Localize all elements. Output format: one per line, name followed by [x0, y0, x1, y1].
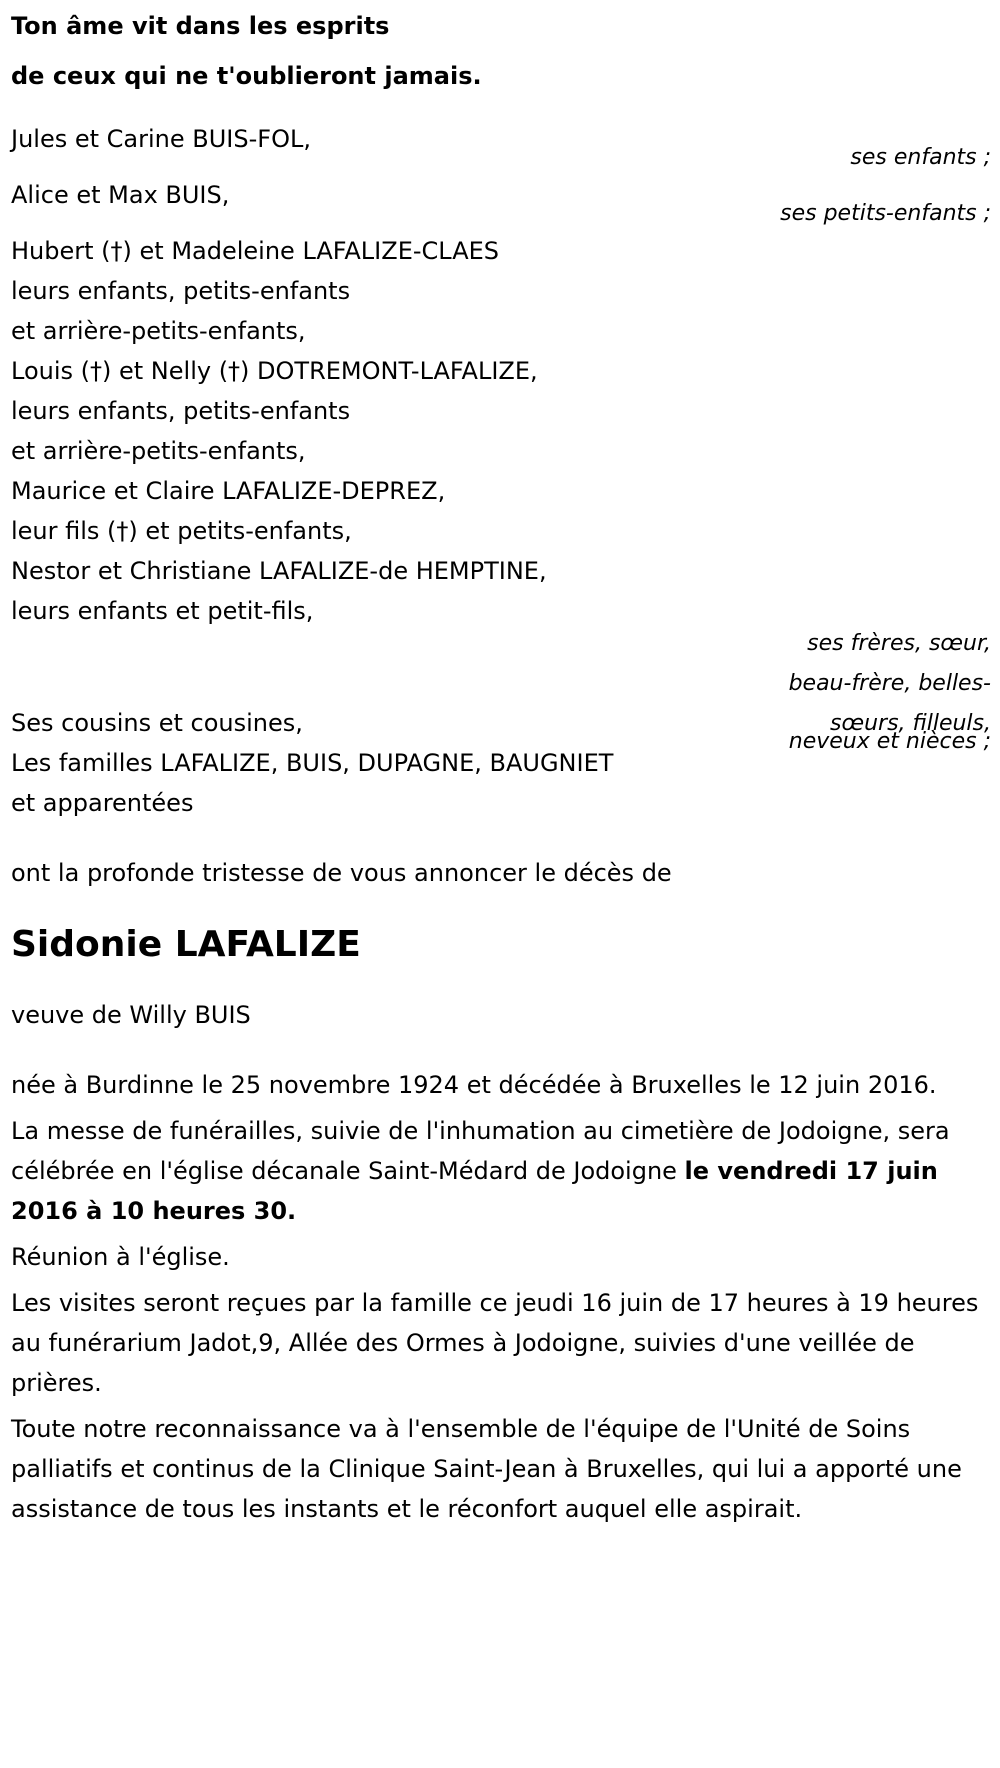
sibling-line: leurs enfants, petits-enfants	[11, 397, 351, 425]
visits-info: Les visites seront reçues par la famille ce jeudi 16 juin de 17 heures à 19 heures au funérarium Jadot,9, Allée des Ormes à Jodoigne, suivies d'une veillée de prières.	[11, 1289, 979, 1397]
sibling-line: leurs enfants et petit-fils,	[11, 597, 314, 625]
epitaph	[11, 1, 991, 101]
siblings-role-line: neveux et nièces ;	[788, 729, 991, 754]
sibling-line: et arrière-petits-enfants,	[11, 437, 306, 465]
meeting-note: Réunion à l'église.	[11, 1243, 230, 1271]
epitaph-line-1: Ton âme vit dans les esprits	[11, 12, 390, 40]
obituary-page	[11, 0, 991, 1529]
deceased-name: Sidonie LAFALIZE	[11, 924, 361, 965]
siblings-role-line: sœurs, filleuls,	[830, 711, 991, 736]
birth-death: née à Burdinne le 25 novembre 1924 et décédée à Bruxelles le 12 juin 2016.	[11, 1071, 937, 1099]
siblings-role-line: ses frères, sœur,	[807, 631, 991, 656]
announcement: ont la profonde tristesse de vous annoncer le décès de	[11, 859, 672, 887]
others-line: et apparentées	[11, 789, 194, 817]
funeral-text: La messe de funérailles, suivie de l'inhumation au cimetière de Jodoigne, sera célébrée en l'église décanale Saint-Médard de Jodoigne	[11, 1117, 950, 1185]
funeral-datetime: le vendredi 17 juin 2016 à 10 heures 30.	[11, 1157, 938, 1225]
family-others	[11, 703, 991, 823]
funeral-details	[11, 1111, 991, 1231]
sibling-line: et arrière-petits-enfants,	[11, 317, 306, 345]
family-grandchildren	[11, 175, 991, 231]
sibling-line: leur fils (†) et petits-enfants,	[11, 517, 352, 545]
children-role: ses enfants ;	[850, 145, 991, 170]
others-line: Les familles LAFALIZE, BUIS, DUPAGNE, BAUGNIET	[11, 749, 614, 777]
others-line: Ses cousins et cousines,	[11, 709, 303, 737]
sibling-line: leurs enfants, petits-enfants	[11, 277, 351, 305]
sibling-line: Nestor et Christiane LAFALIZE-de HEMPTINE,	[11, 557, 547, 585]
grandchildren-names: Alice et Max BUIS,	[11, 181, 230, 209]
siblings-role-line: beau-frère, belles-	[788, 671, 991, 696]
thanks-note: Toute notre reconnaissance va à l'ensemble de l'équipe de l'Unité de Soins palliatifs et continus de la Clinique Saint-Jean à Bruxelles, qui lui a apporté une assistance de tous les instants et le réconfort auquel elle aspirait.	[11, 1415, 962, 1523]
children-names: Jules et Carine BUIS-FOL,	[11, 125, 311, 153]
sibling-line: Hubert (†) et Madeleine LAFALIZE-CLAES	[11, 237, 500, 265]
sibling-line: Louis (†) et Nelly (†) DOTREMONT-LAFALIZE,	[11, 357, 538, 385]
widow-of: veuve de Willy BUIS	[11, 1001, 251, 1029]
grandchildren-role: ses petits-enfants ;	[780, 201, 991, 226]
sibling-line: Maurice et Claire LAFALIZE-DEPREZ,	[11, 477, 446, 505]
family-children	[11, 119, 991, 175]
epitaph-line-2: de ceux qui ne t'oublieront jamais.	[11, 62, 482, 90]
